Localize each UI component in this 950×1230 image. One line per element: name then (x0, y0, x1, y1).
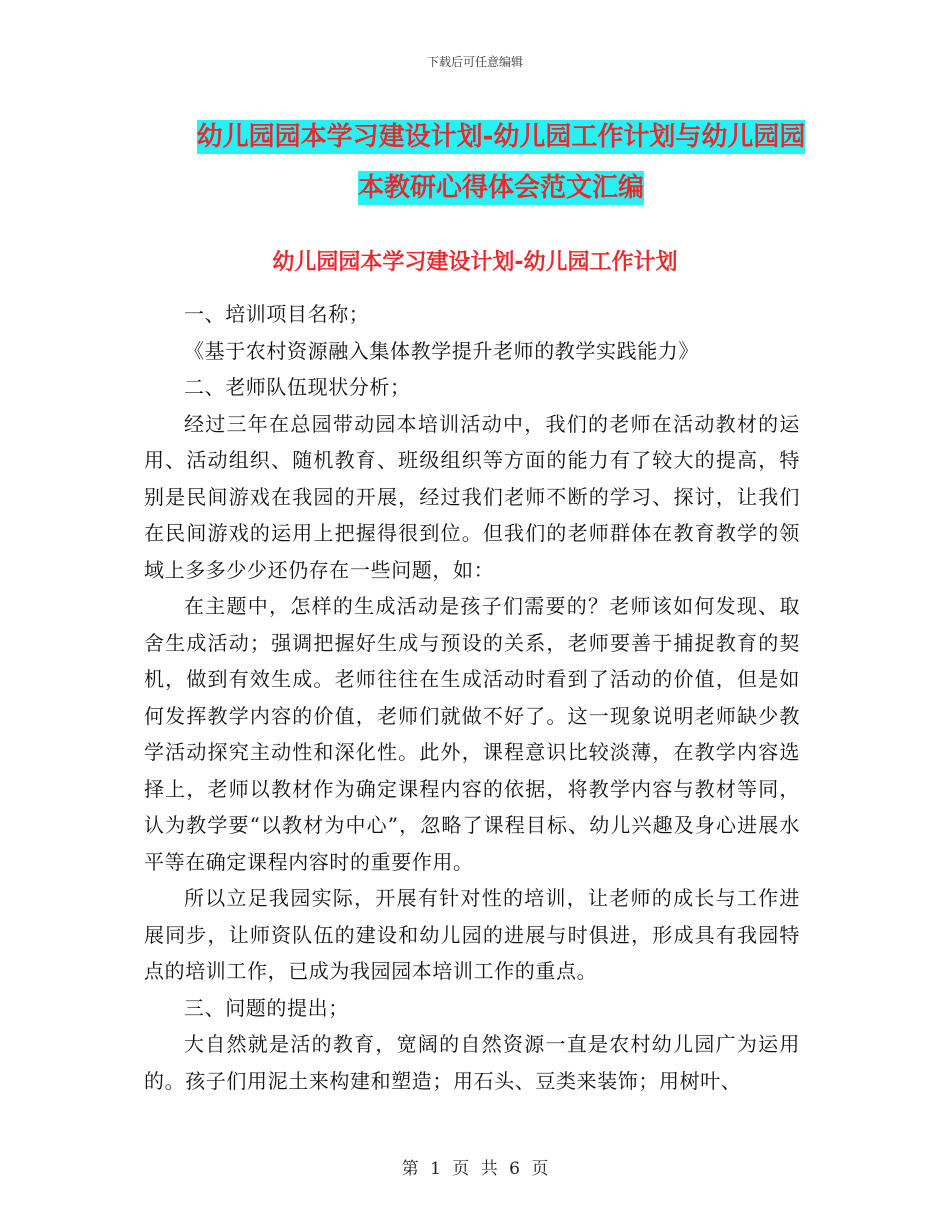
header-note: 下载后可任意编辑 (426, 55, 523, 69)
heading-problem: 三、问题的提出； (184, 995, 349, 1020)
page-number: 第 1 页 共 6 页 (401, 1159, 549, 1179)
body-text (144, 296, 800, 1099)
document-title (186, 112, 816, 214)
paragraph: 所以立足我园实际，开展有针对性的培训，让老师的成长与工作进展同步，让师资队伍的建设和幼儿园的进展与时俱进，形成具有我园特点的培训工作，已成为我园园本培训工作的重点。 (144, 886, 800, 983)
project-name: 《基于农村资源融入集体教学提升老师的教学实践能力》 (184, 338, 699, 363)
heading-teacher-status: 二、老师队伍现状分析； (184, 375, 411, 399)
document-title-line-2: 本教研心得体会范文汇编 (357, 173, 644, 203)
paragraph: 大自然就是活的教育，宽阔的自然资源一直是农村幼儿园广为运用的。孩子们用泥土来构建和塑造；用石头、豆类来装饰；用树叶、 (144, 1032, 800, 1093)
heading-training-project: 一、培训项目名称； (184, 302, 370, 326)
paragraph: 在主题中，怎样的生成活动是孩子们需要的？老师该如何发现、取舍生成活动；强调把握好生成与预设的关系，老师要善于捕捉教育的契机，做到有效生成。老师往往在生成活动时看到了活动的价值，但是如何发挥教学内容的价值，老师们就做不好了。这一现象说明老师缺少教学活动探究主动性和深化性。此外，课程意识比较淡薄，在教学内容选择上，老师以教材作为确定课程内容的依据，将教学内容与教材等同，认为教学要“以教材为中心”，忽略了课程目标、幼儿兴趣及身心进展水平等在确定课程内容时的重要作用。 (144, 594, 800, 874)
paragraph: 经过三年在总园带动园本培训活动中，我们的老师在活动教材的运用、活动组织、随机教育、班级组织等方面的能力有了较大的提高，特别是民间游戏在我园的开展，经过我们老师不断的学习、探讨，让我们在民间游戏的运用上把握得很到位。但我们的老师群体在教育教学的领域上多多少少还仍存在一些问题，如： (144, 411, 800, 582)
section-title: 幼儿园园本学习建设计划-幼儿园工作计划 (272, 250, 678, 275)
document-title-line-1: 幼儿园园本学习建设计划-幼儿园工作计划与幼儿园园 (196, 122, 806, 152)
